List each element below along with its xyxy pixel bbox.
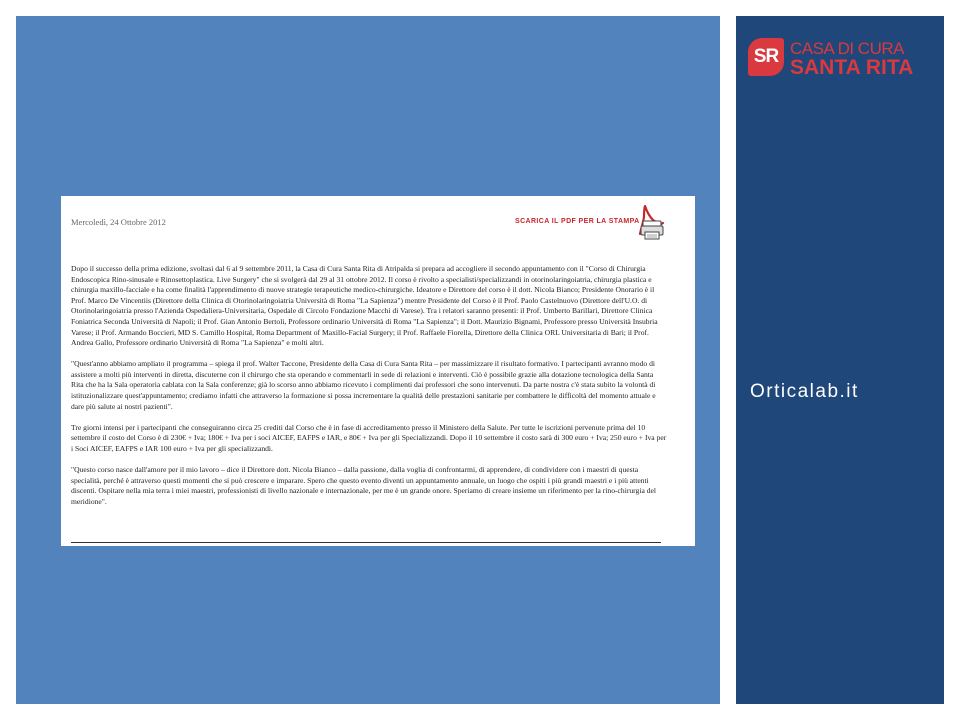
article-clipping (61, 196, 695, 546)
article-paragraph: Dopo il successo della prima edizione, svoltasi dal 6 al 9 settembre 2011, la Casa di Cura Santa Rita di Atripalda si prepara ad accogliere il secondo appuntamento con il "Corso di Chirurgia Endoscopica Rino-sinusale e Rinosettoplastica. Live Surgery" che si svolgerà dal 29 al 31 ottobre 2012. Il corso è rivolto a specialisti/specializzandi in otorinolaringoiatria, chirurgia plastica e chirurgia maxillo-facciale e ha come finalità l'apprendimento di nuove strategie terapeutiche medico-chirurgiche. Ideatore e Direttore del corso è il dott. Nicola Bianco; Presidente Onorario è il Prof. Marco De Vincentiis (Direttore della Clinica di Otorinolaringoiatria Università di Roma "La Sapienza") mentre Presidente del Corso è il Prof. Paolo Castelnuovo (Direttore dell'U.O. di Otorinolaringoiatria presso l'Azienda Ospedaliera-Universitaria, Ospedale di Circolo Fondazione Macchi di Varese). Tra i relatori saranno presenti: il Prof. Umberto Barillari, Direttore Clinica Foniatrica Seconda Università di Napoli; il Prof. Gian Antonio Bertoli, Professore ordinario Università di Roma "La Sapienza"; il Dott. Maurizio Bignami, Professore presso Università Insubria Varese; il Prof. Armando Boccieri, MD S. Camillo Hospital, Roma Department of Maxillo-Facial Surgery; il Prof. Raffaele Fiorella, Direttore della Clinica ORL Universitaria di Bari; il Prof. Andrea Gallo, Professore ordinario Università di Roma "La Sapienza" e molti altri. (71, 264, 658, 348)
logo-line1: CASA DI CURA (790, 39, 904, 58)
pdf-download-link[interactable]: SCARICA IL PDF PER LA STAMPA (515, 218, 640, 225)
article-paragraph: Tre giorni intensi per i partecipanti che conseguiranno circa 25 crediti dal Corso che è in fase di accreditamento presso il Ministero della Salute. Per tutte le iscrizioni pervenute prima del 10 settembre il costo del Corso è di 230€ + Iva; 180€ + Iva per i soci AICEF, EAFPS e IAR, e 80€ + Iva per gli Specializzandi. Dopo il 10 settembre il costo sarà di 300 euro + Iva; 250 euro + Iva per i Soci AICEF, EAFPS e IAR 100 euro + Iva per gli specializzandi. (71, 422, 667, 453)
article-paragraph: "Quest'anno abbiamo ampliato il programma – spiega il prof. Walter Taccone, Presidente della Casa di Cura Santa Rita – per massimizzare il risultato formativo. I partecipanti avranno modo di assistere a molti più interventi in diretta, discuterne con il chirurgo che sta operando e commentarli in sede di relazioni e interventi. Ciò è possibile grazie alla dotazione tecnologica della Santa Rita che ha la Sala operatoria cablata con la Sala conferenze; già lo scorso anno abbiamo ricevuto i complimenti dai professori che sono intervenuti. Da parte nostra c'è stata subito la volontà di istituzionalizzare quest'appuntamento; crediamo infatti che attraverso la formazione si possa incrementare la qualità delle prestazioni sanitarie per combattere le difficoltà del momento attuale e dare più salute ai nostri pazienti". (71, 359, 656, 411)
logo-badge: SR (748, 38, 784, 76)
side-panel (736, 16, 944, 704)
logo-line2: SANTA RITA (790, 56, 914, 79)
site-label: Orticalab.it (750, 381, 859, 402)
pdf-print-icon[interactable] (637, 204, 665, 240)
article-date: Mercoledì, 24 Ottobre 2012 (71, 217, 166, 227)
santa-rita-logo (748, 36, 932, 82)
article-body (71, 264, 667, 518)
article-paragraph: "Questo corso nasce dall'amore per il mio lavoro – dice il Direttore dott. Nicola Bianco – dalla passione, dalla voglia di confrontarmi, di apprendere, di condividere con i maestri di questa specialità, perché è attraverso questi momenti che si può crescere e imparare. Spero che questo evento diventi un appuntamento annuale, un luogo che ospiti i più grandi maestri e i più attenti discenti. Ospitare nella mia terra i miei maestri, professionisti di livello nazionale e internazionale, per me è un grande onore. Speriamo di creare insieme un riferimento per la rino-chirurgia del meridione". (71, 465, 656, 506)
divider (71, 542, 661, 543)
